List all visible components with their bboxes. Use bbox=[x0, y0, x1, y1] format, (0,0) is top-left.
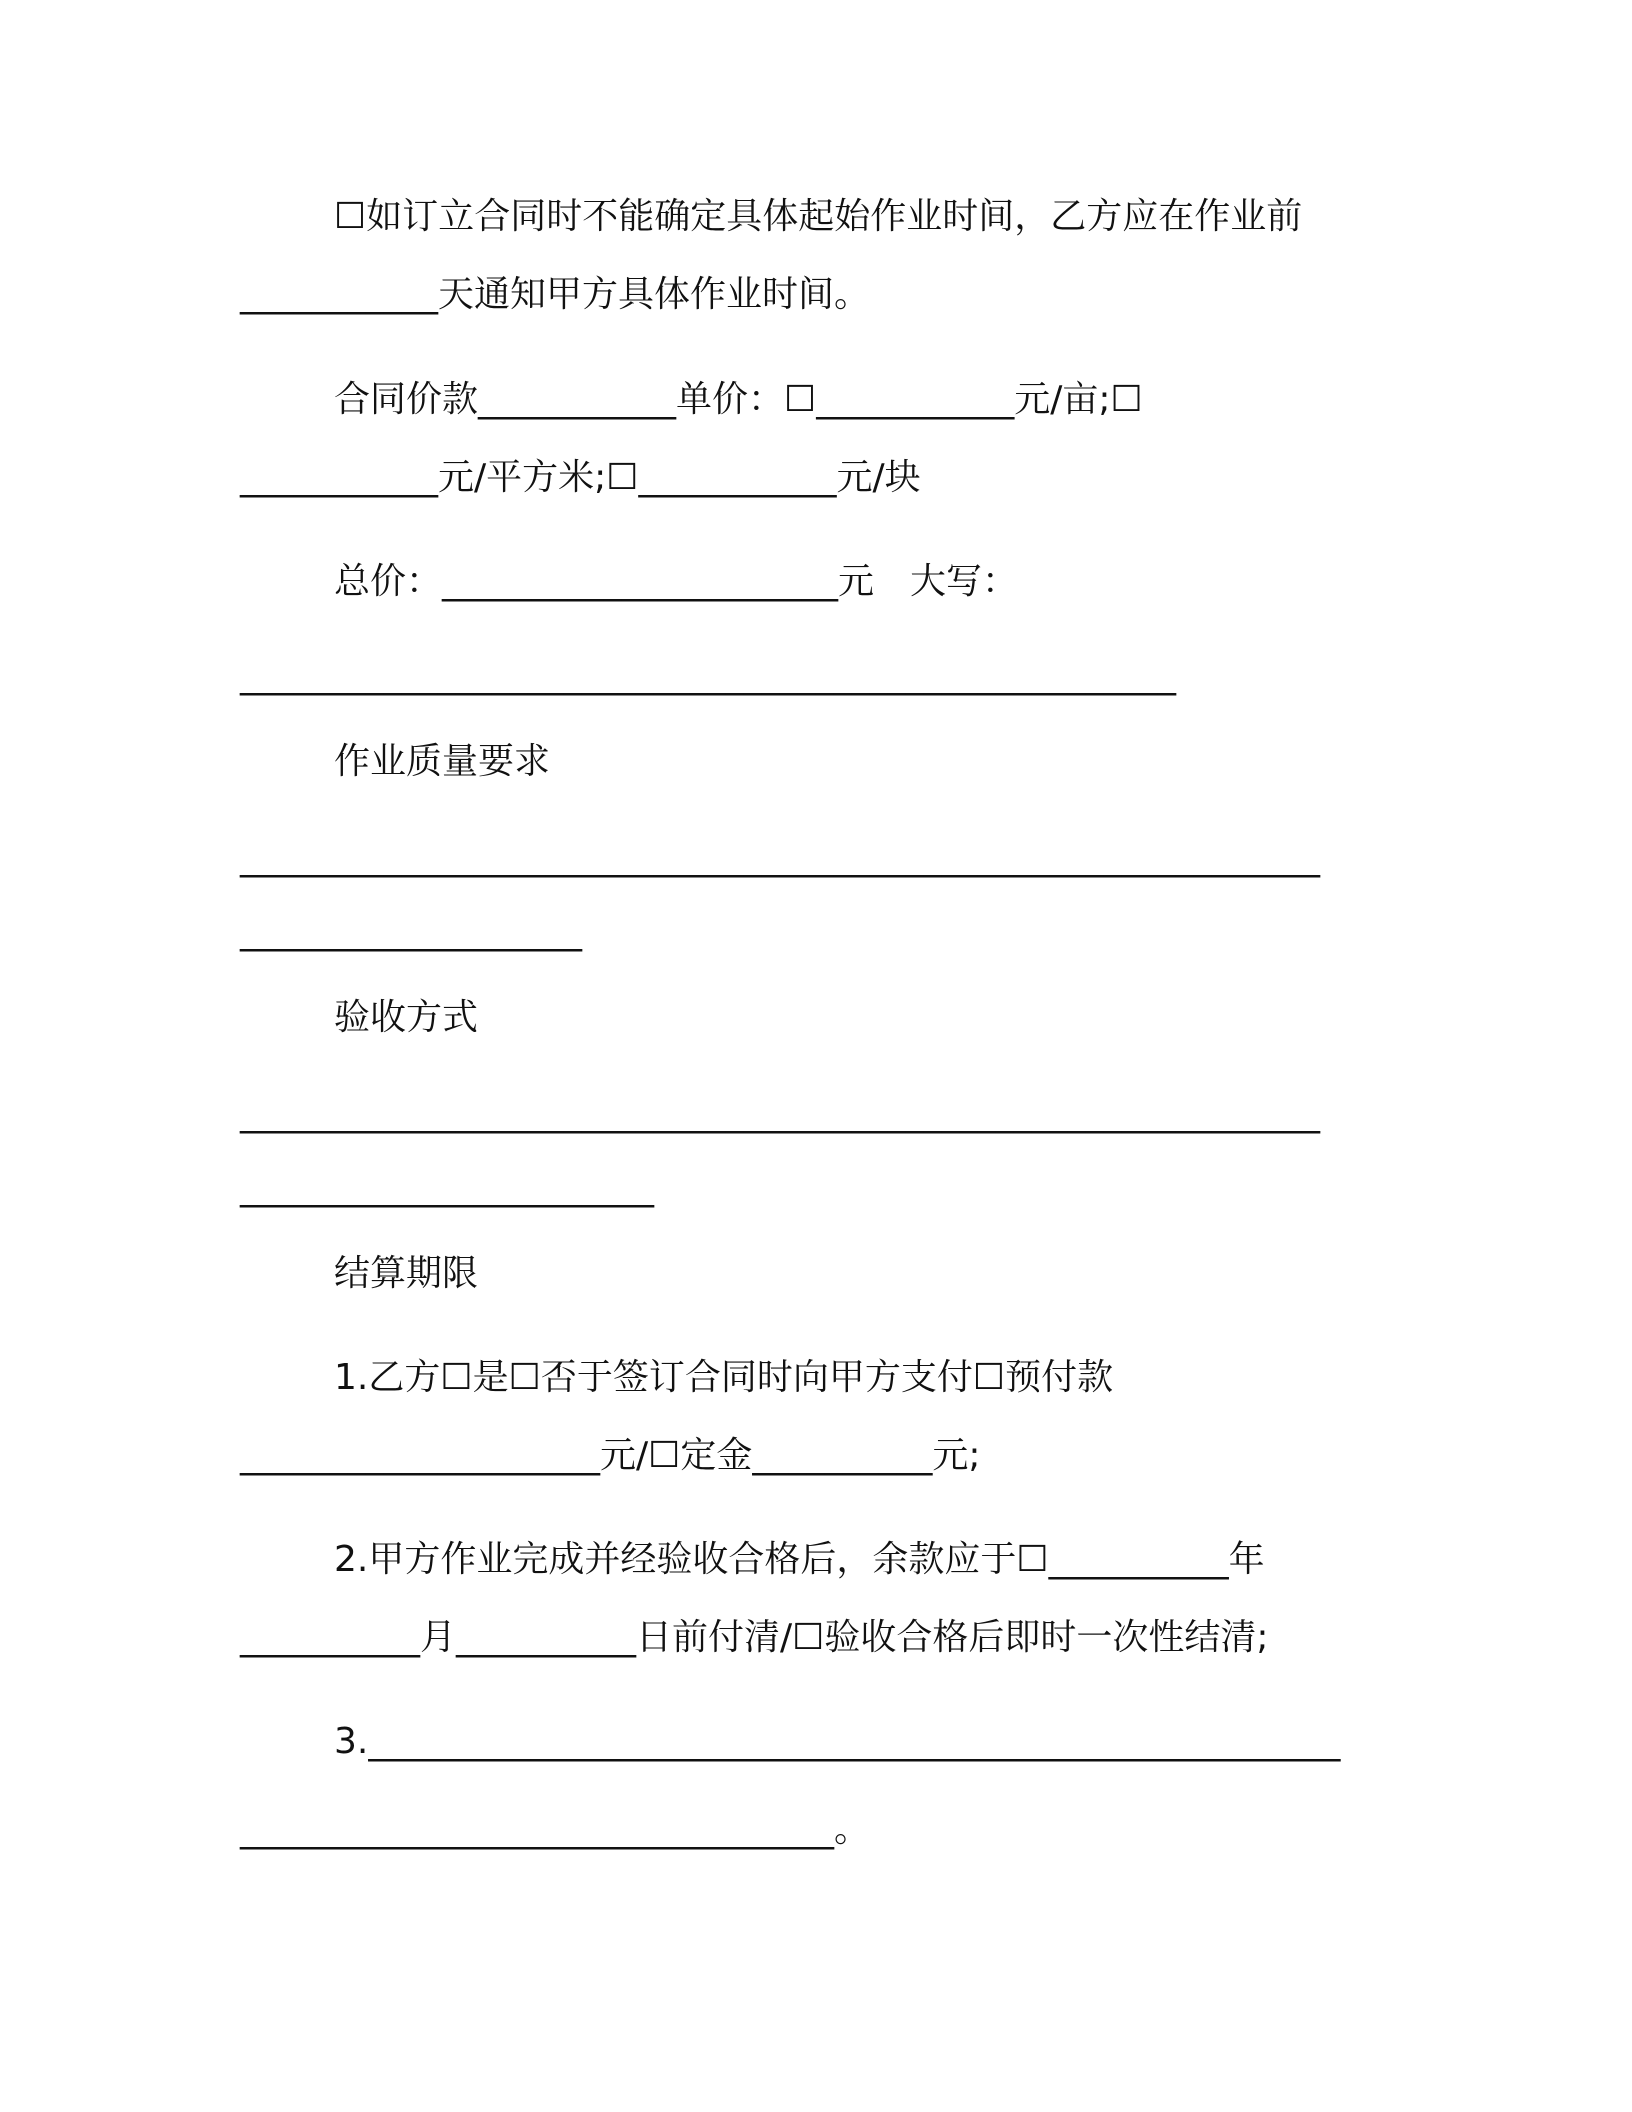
unit-price-line: ___________元/平方米;☐___________元/块 bbox=[240, 457, 921, 498]
acceptance-blank-2: _______________________ bbox=[240, 1167, 654, 1208]
contract-price-line: 合同价款___________单价：☐___________元/亩;☐ bbox=[334, 379, 1143, 420]
settlement-item-2-cont: __________月__________日前付清/☐验收合格后即时一次性结清; bbox=[240, 1617, 1269, 1658]
acceptance-blank-1: ____________________________________________________________ bbox=[240, 1093, 1320, 1134]
settlement-heading: 结算期限 bbox=[334, 1253, 479, 1294]
quality-blank-2: ___________________ bbox=[240, 911, 582, 952]
settlement-item-3-cont: _________________________________。 bbox=[240, 1809, 870, 1850]
settlement-item-2: 2.甲方作业完成并经验收合格后，余款应于☐__________年 bbox=[334, 1539, 1265, 1580]
quality-heading: 作业质量要求 bbox=[334, 741, 551, 782]
acceptance-heading: 验收方式 bbox=[334, 997, 479, 1038]
capital-amount-blank: ____________________________________________________ bbox=[240, 655, 1176, 696]
settlement-item-1: 1.乙方☐是☐否于签订合同时向甲方支付☐预付款 bbox=[334, 1357, 1114, 1398]
settlement-item-1-cont: ____________________元/☐定金__________元; bbox=[240, 1435, 981, 1476]
total-price-line: 总价：______________________元 大写： bbox=[334, 561, 1019, 602]
notice-days-line: ___________天通知甲方具体作业时间。 bbox=[240, 274, 871, 315]
settlement-item-3: 3.______________________________________________________ bbox=[334, 1721, 1341, 1762]
clause-start-time: ☐如订立合同时不能确定具体起始作业时间，乙方应在作业前 bbox=[334, 196, 1303, 237]
quality-blank-1: ____________________________________________________________ bbox=[240, 837, 1320, 878]
